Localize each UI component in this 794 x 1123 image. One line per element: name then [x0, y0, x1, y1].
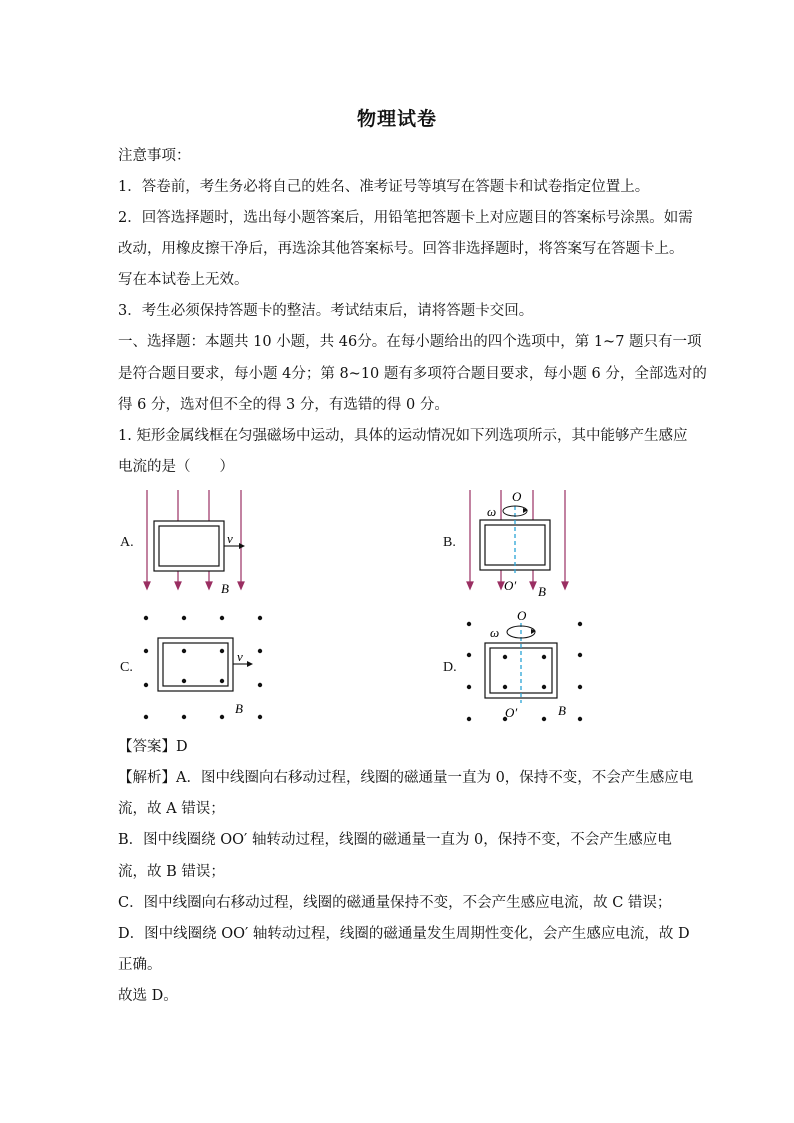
analysis-c-line-1: C．图中线圈向右移动过程，线圈的磁通量保持不变，不会产生感应电流，故 C 错误； [118, 895, 672, 911]
axis-bottom-label: O′ [504, 578, 517, 593]
field-label: B [221, 581, 229, 596]
velocity-arrow-head [247, 661, 253, 667]
notice-item-2-line-1: 2．回答选择题时，选出每小题答案后，用铅笔把答题卡上对应题目的答案标号涂黑。如需 [118, 210, 693, 226]
axis-top-label: O [512, 489, 522, 504]
option-c-figure [135, 608, 275, 726]
axis-top-label: O [517, 608, 527, 623]
option-b-figure [460, 488, 590, 603]
notice-heading: 注意事项： [118, 148, 191, 164]
field-label: B [235, 701, 243, 716]
section-header-line-1: 一、选择题：本题共 10 小题，共 46分。在每小题给出的四个选项中，第 1~7 题只有一项 [118, 334, 702, 350]
analysis-conclusion: 故选 D。 [118, 988, 178, 1004]
analysis-b-line-2: 流，故 B 错误； [118, 864, 225, 880]
option-d-label: D. [443, 660, 457, 675]
wire-frame [154, 521, 224, 571]
section-header-line-2: 是符合题目要求，每小题 4分；第 8~10 题有多项符合题目要求，每小题 6 分，全部选对的 [118, 366, 707, 382]
option-c-label: C. [120, 660, 133, 675]
velocity-label: v [237, 649, 243, 664]
axis-bottom-label: O′ [505, 705, 518, 720]
option-a-label: A. [120, 535, 134, 550]
question-1-stem-line-1: 1. 矩形金属线框在匀强磁场中运动，具体的运动情况如下列选项所示，其中能够产生感应 [118, 428, 688, 444]
velocity-arrow-head [239, 543, 245, 549]
option-b-label: B. [443, 535, 456, 550]
analysis-a-line-2: 流，故 A 错误； [118, 801, 225, 817]
analysis-b-line-1: B．图中线圈绕 OO′ 轴转动过程，线圈的磁通量一直为 0，保持不变，不会产生感应电 [118, 832, 672, 848]
analysis-d-line-1: D．图中线圈绕 OO′ 轴转动过程，线圈的磁通量发生周期性变化，会产生感应电流，故 D [118, 926, 690, 942]
analysis-a-line-1: 【解析】A．图中线圈向右移动过程，线圈的磁通量一直为 0，保持不变，不会产生感应电 [118, 770, 694, 786]
page-title: 物理试卷 [356, 108, 437, 130]
notice-item-3: 3．考生必须保持答题卡的整洁。考试结束后，请将答题卡交回。 [118, 303, 534, 319]
field-label: B [538, 584, 546, 599]
velocity-label: v [227, 531, 233, 546]
notice-item-2-line-2: 改动，用橡皮擦干净后，再选涂其他答案标号。回答非选择题时，将答案写在答题卡上。 [118, 241, 684, 257]
question-1-stem-line-2: 电流的是（ ） [118, 459, 234, 475]
omega-label: ω [487, 504, 497, 519]
option-a-figure [135, 488, 265, 598]
option-d-figure [458, 605, 593, 727]
answer-line: 【答案】D [118, 739, 188, 755]
notice-item-1: 1．答卷前，考生务必将自己的姓名、准考证号等填写在答题卡和试卷指定位置上。 [118, 179, 650, 195]
field-label: B [558, 703, 566, 718]
omega-label: ω [490, 625, 500, 640]
analysis-d-line-2: 正确。 [118, 957, 162, 973]
notice-item-2-line-3: 写在本试卷上无效。 [118, 272, 249, 288]
section-header-line-3: 得 6 分，选对但不全的得 3 分，有选错的得 0 分。 [118, 397, 449, 413]
